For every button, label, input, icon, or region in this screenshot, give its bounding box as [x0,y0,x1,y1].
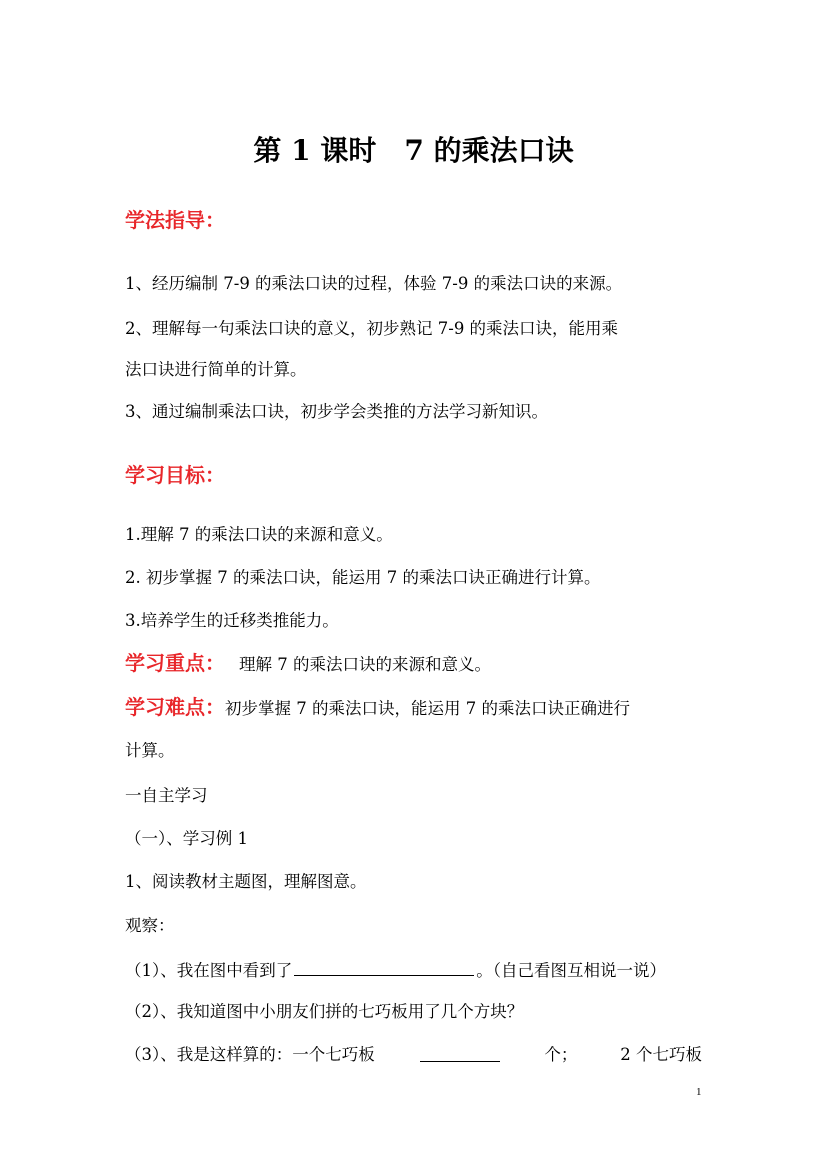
observe-label: 观察： [125,916,175,935]
title-topic: 7 的乘法口诀 [404,134,574,167]
question-3-suffix: 2 个七巧板 [620,1045,702,1064]
difficulty-text: 初步掌握 7 的乘法口诀，能运用 7 的乘法口诀正确进行 [225,699,630,718]
guidance-item-2: 2、理解每一句乘法口诀的意义，初步熟记 7-9 的乘法口诀，能用乘 [125,319,619,338]
difficulty-line [125,696,630,720]
question-1-suffix: 。（自己看图互相说一说） [476,961,666,980]
goal-item-1: 1.理解 7 的乘法口诀的来源和意义。 [125,525,393,544]
difficulty-cont: 计算。 [125,741,175,760]
question-2: （2）、我知道图中小朋友们拼的七巧板用了几个方块？ [125,1002,524,1021]
answer-blank-1[interactable] [294,958,474,976]
key-point-line [125,652,491,676]
answer-blank-2[interactable] [420,1044,500,1062]
page-title [0,133,827,169]
guidance-item-2-cont: 法口诀进行简单的计算。 [125,360,307,379]
difficulty-label: 学习难点： [125,695,225,719]
question-1-prefix: （1）、我在图中看到了 [125,961,293,980]
question-3-mid: 个； [544,1045,578,1064]
key-point-text: 理解 7 的乘法口诀的来源和意义。 [239,655,491,674]
guidance-heading: 学法指导： [125,208,225,232]
key-point-label: 学习重点： [125,651,225,675]
goals-heading: 学习目标： [125,463,225,487]
guidance-item-1: 1、经历编制 7-9 的乘法口诀的过程，体验 7-9 的乘法口诀的来源。 [125,274,623,293]
page-number: 1 [696,1086,702,1098]
question-1 [125,958,666,982]
title-lesson: 第 1 课时 [253,134,377,167]
section-title: 一自主学习 [125,786,208,805]
step-1: 1、阅读教材主题图，理解图意。 [125,872,367,891]
goal-item-2: 2. 初步掌握 7 的乘法口诀，能运用 7 的乘法口诀正确进行计算。 [125,568,601,587]
guidance-item-3: 3、通过编制乘法口诀，初步学会类推的方法学习新知识。 [125,402,548,421]
question-3 [125,1044,702,1066]
section-sub: （一）、学习例 1 [125,829,248,848]
goal-item-3: 3.培养学生的迁移类推能力。 [125,611,339,630]
question-3-prefix: （3）、我是这样算的：一个七巧板 [125,1045,375,1064]
